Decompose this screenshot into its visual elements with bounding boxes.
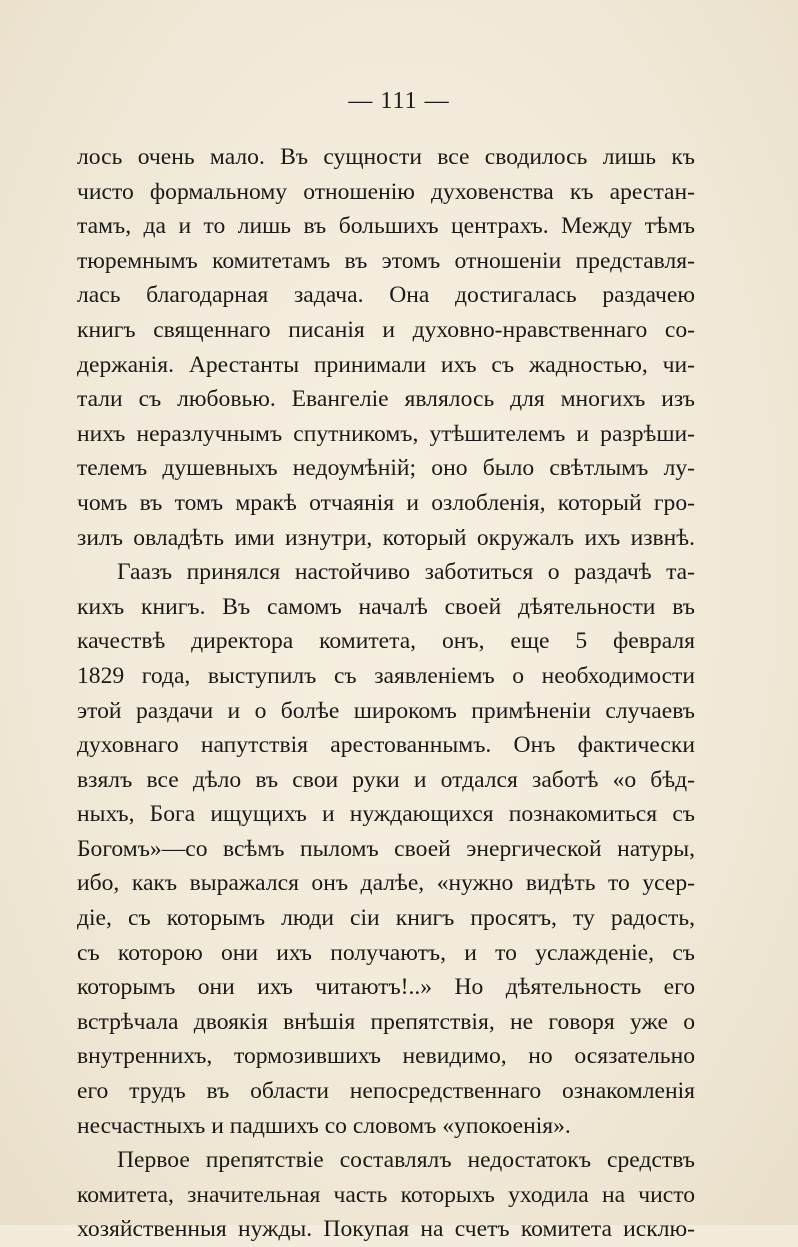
text-line: тюремнымъ комитетамъ въ этомъ отношеніи представля- (77, 247, 695, 274)
text-line: Первое препятствіе составлялъ недостатокъ средствъ (117, 1147, 695, 1174)
text-line: хозяйственныя нужды. Покупая на счетъ комитета исклю- (77, 1216, 695, 1243)
paragraph (77, 555, 695, 1143)
text-line: лось очень мало. Въ сущности все сводилось лишь къ (77, 144, 695, 170)
text-line: книгъ священнаго писанія и духовно-нравственнаго со- (77, 316, 695, 343)
text-line: телемъ душевныхъ недоумѣній; оно было свѣтлымъ лу- (77, 455, 695, 482)
text-line: съ которою они ихъ получаютъ, и то услажденіе, съ (77, 939, 695, 966)
body-text (77, 140, 695, 1247)
text-line: нихъ неразлучнымъ спутникомъ, утѣшителемъ и разрѣши- (77, 420, 695, 447)
text-line: чомъ въ томъ мракѣ отчаянія и озлобленія, который гро- (77, 489, 695, 516)
text-line: духовнаго напутствія арестованнымъ. Онъ фактически (77, 732, 695, 759)
text-line: кихъ книгъ. Въ самомъ началѣ своей дѣятельности въ (77, 593, 695, 620)
text-line: взялъ все дѣло въ свои руки и отдался заботѣ «о бѣд- (77, 766, 695, 793)
page-number: — 111 — (348, 88, 450, 114)
text-line: держанія. Арестанты принимали ихъ съ жадностью, чи- (77, 351, 695, 378)
text-line: тамъ, да и то лишь въ большихъ центрахъ. Между тѣмъ (77, 213, 695, 240)
text-line: чисто формальному отношенію духовенства къ арестан- (77, 178, 695, 205)
paragraph (77, 140, 695, 555)
text-line: 1829 года, выступилъ съ заявленіемъ о необходимости (77, 662, 695, 689)
text-line: комитета, значительная часть которыхъ уходила на чисто (77, 1181, 695, 1208)
text-line: Гаазъ принялся настойчиво заботиться о раздачѣ та- (117, 559, 695, 586)
text-line: лась благодарная задача. Она достигалась раздачею (77, 282, 695, 309)
text-line: ибо, какъ выражался онъ далѣе, «нужно видѣть то усер- (77, 870, 695, 897)
text-line: качествѣ директора комитета, онъ, еще 5 февраля (77, 628, 695, 655)
text-line: ныхъ, Бога ищущихъ и нуждающихся познакомиться съ (77, 801, 695, 828)
text-line: тали съ любовью. Евангеліе являлось для многихъ изъ (77, 386, 695, 413)
paragraph (77, 1143, 695, 1247)
text-line: несчастныхъ и падшихъ со словомъ «упокоенія». (77, 1112, 571, 1139)
text-line: этой раздачи и о болѣе широкомъ примѣненіи случаевъ (77, 697, 695, 724)
text-line: діе, съ которымъ люди сіи книгъ просятъ, ту радость, (77, 905, 695, 932)
text-line: его трудъ въ области непосредственнаго ознакомленія (77, 1078, 695, 1105)
text-line: которымъ они ихъ читаютъ!..» Но дѣятельность его (77, 974, 695, 1001)
text-line: Богомъ»—со всѣмъ пыломъ своей энергической натуры, (77, 835, 695, 862)
text-line: встрѣчала двоякія внѣшія препятствія, не говоря уже о (77, 1008, 695, 1035)
text-line: внутреннихъ, тормозившихъ невидимо, но осязательно (77, 1043, 695, 1070)
text-line: зилъ овладѣть ими изнутри, который окружалъ ихъ извнѣ. (77, 524, 695, 551)
